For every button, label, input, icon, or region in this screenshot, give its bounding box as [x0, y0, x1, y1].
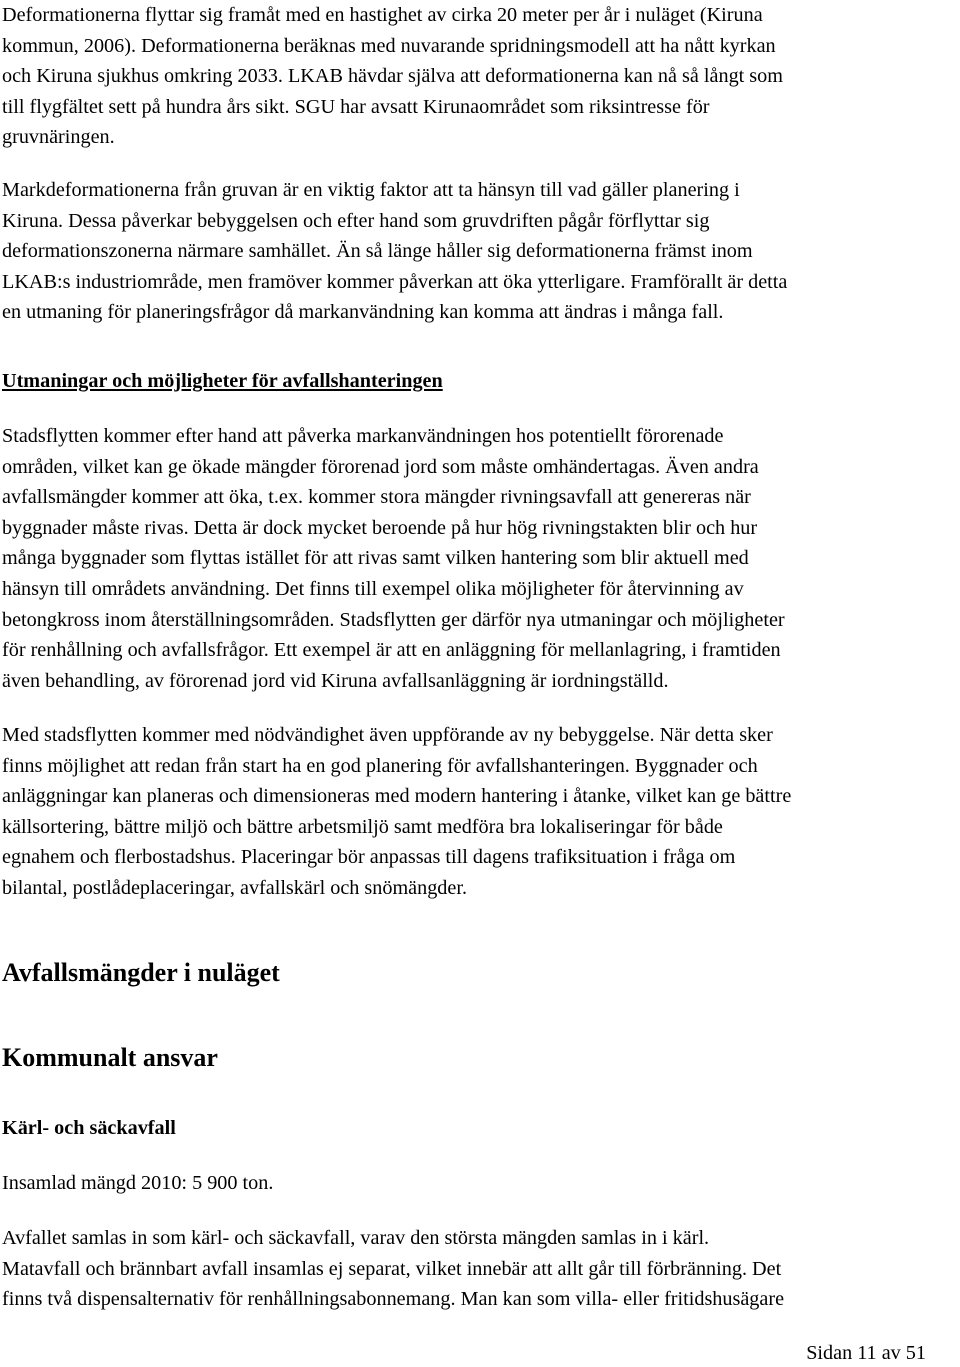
text-line: kommun, 2006). Deformationerna beräknas med nuvarande spridningsmodell att ha nått kyrkan	[2, 34, 776, 57]
paragraph-insamlad-mangd	[2, 1168, 958, 1199]
text-line: Deformationerna flyttar sig framåt med en hastighet av cirka 20 meter per år i nuläget (Kiruna	[2, 4, 763, 26]
text-line: även behandling, av förorenad jord vid Kiruna avfallsanläggning är iordningställd.	[2, 669, 669, 692]
text-line: Stadsflytten kommer efter hand att påverka markanvändningen hos potentiellt förorenade	[2, 425, 724, 447]
text-line: finns möjlighet att redan från start ha en god planering för avfallshanteringen. Byggnader och	[2, 754, 758, 777]
text-line: gruvnäringen.	[2, 126, 115, 149]
text-line: bilantal, postlådeplaceringar, avfallskärl och snömängder.	[2, 876, 468, 899]
text-line: avfallsmängder kommer att öka, t.ex. kommer stora mängder rivningsavfall att genereras när	[2, 486, 751, 509]
text-line: Med stadsflytten kommer med nödvändighet även uppförande av ny bebyggelse. När detta sker	[2, 724, 773, 746]
text-line: för renhållning och avfallsfrågor. Ett exempel är att en anläggning för mellanlagring, i framtiden	[2, 639, 781, 662]
heading-avfallsmangder: Avfallsmängder i nuläget	[2, 958, 280, 987]
text-line: Insamlad mängd 2010: 5 900 ton.	[2, 1172, 274, 1194]
text-line: områden, vilket kan ge ökade mängder förorenad jord som måste omhändertagas. Även andra	[2, 455, 759, 478]
section-heading-utmaningar: Utmaningar och möjligheter för avfallshanteringen	[2, 370, 443, 392]
text-line: LKAB:s industriområde, men framöver kommer påverkan att öka ytterligare. Framförallt är detta	[2, 270, 788, 293]
paragraph-stadsflytten	[2, 421, 958, 696]
text-line: betongkross inom återställningsområden. Stadsflytten ger därför nya utmaningar och möjligheter	[2, 608, 785, 631]
text-line: Markdeformationerna från gruvan är en viktig faktor att ta hänsyn till vad gäller planering i	[2, 179, 740, 201]
text-line: och Kiruna sjukhus omkring 2033. LKAB hävdar själva att deformationerna kan nå så långt som	[2, 65, 783, 88]
paragraph-ny-bebyggelse	[2, 720, 958, 904]
text-line: Kiruna. Dessa påverkar bebyggelsen och efter hand som gruvdriften pågår förflyttar sig	[2, 209, 710, 232]
text-line: Matavfall och brännbart avfall insamlas ej separat, vilket innebär att allt går till förbränning. Det	[2, 1257, 782, 1280]
heading-kommunalt-ansvar: Kommunalt ansvar	[2, 1043, 218, 1072]
text-line: deformationszonerna närmare samhället. Än så länge håller sig deformationerna främst inom	[2, 240, 753, 263]
text-line: en utmaning för planeringsfrågor då markanvändning kan komma att ändras i många fall.	[2, 301, 724, 324]
text-line: byggnader måste rivas. Detta är dock mycket beroende på hur hög rivningstakten blir och hur	[2, 516, 758, 539]
paragraph-avfallet-samlas	[2, 1223, 958, 1315]
paragraph-deformation-speed	[2, 0, 958, 153]
text-line: Avfallet samlas in som kärl- och säckavfall, varav den största mängden samlas in i kärl.	[2, 1227, 710, 1249]
paragraph-mark-deformation	[2, 175, 958, 328]
text-line: källsortering, bättre miljö och bättre arbetsmiljö samt medföra bra lokaliseringar för både	[2, 815, 723, 838]
heading-karl-och-sackavfall: Kärl- och säckavfall	[2, 1117, 176, 1139]
text-line: hänsyn till områdets användning. Det finns till exempel olika möjligheter för återvinning av	[2, 577, 744, 600]
text-line: till flygfältet sett på hundra års sikt. SGU har avsatt Kirunaområdet som riksintresse för	[2, 95, 710, 118]
page-number: Sidan 11 av 51	[806, 1342, 926, 1364]
text-line: anläggningar kan planeras och dimensioneras med modern hantering i åtanke, vilket kan ge bättre	[2, 785, 792, 808]
text-line: många byggnader som flyttas istället för att rivas samt vilken hantering som blir aktuell med	[2, 547, 749, 570]
text-line: egnahem och flerbostadshus. Placeringar bör anpassas till dagens trafiksituation i fråga om	[2, 846, 736, 869]
text-line: finns två dispensalternativ för renhållningsabonnemang. Man kan som villa- eller fritidshusägare	[2, 1288, 785, 1311]
